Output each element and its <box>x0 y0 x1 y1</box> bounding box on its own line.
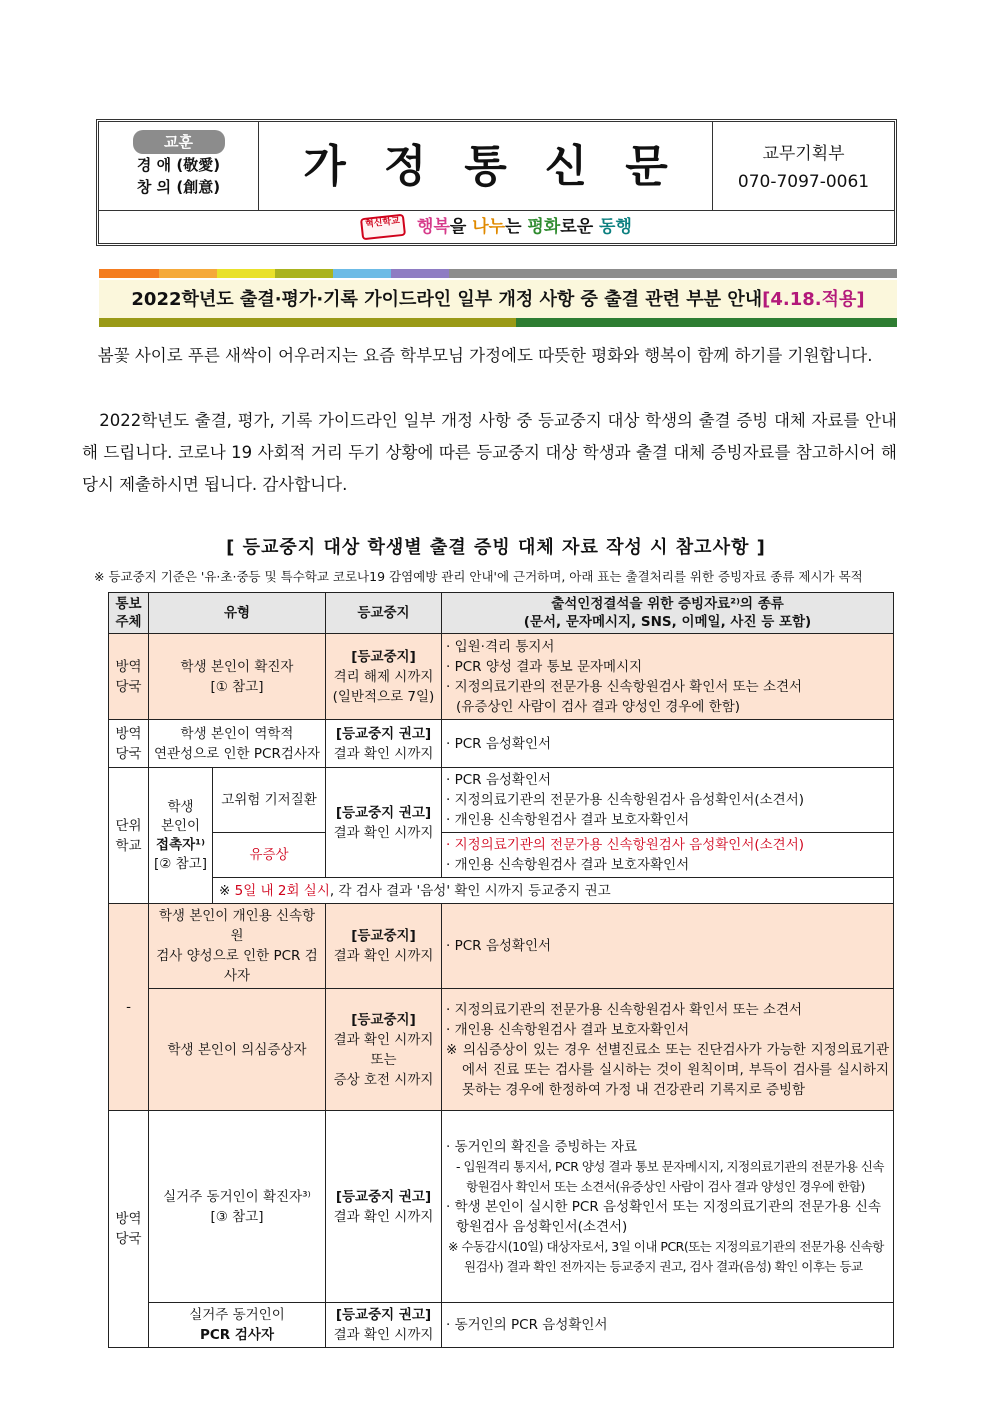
slogan-word: 동행 <box>599 217 632 237</box>
cell-agency: 방역 당국 <box>109 634 149 720</box>
header-stop: 등교중지 <box>326 593 442 634</box>
table-row <box>109 1111 894 1303</box>
table-row <box>109 904 894 989</box>
band-segment <box>159 269 217 278</box>
motto-badge: 교훈 <box>133 130 225 154</box>
intro-paragraph <box>82 340 897 372</box>
stop-line: 결과 확인 시까지 <box>333 1208 434 1225</box>
doc-item: · PCR 음성확인서 <box>446 772 552 788</box>
doc-item: · 동거인의 확진을 증빙하는 자료 <box>446 1138 637 1155</box>
band-segment <box>333 269 391 278</box>
doc-item: · PCR 양성 결과 통보 문자메시지 <box>446 658 643 675</box>
slogan-word: 행복 <box>417 217 450 237</box>
band-segment <box>275 269 333 278</box>
cell-type <box>149 904 326 989</box>
type-text: 실거주 동거인이 <box>189 1307 285 1323</box>
stop-line: 또는 <box>370 1051 397 1068</box>
stop-line: 결과 확인 시까지 <box>333 948 434 964</box>
attendance-table <box>108 592 894 1348</box>
dept-name: 교무기획부 <box>762 144 845 164</box>
table-row <box>109 833 894 878</box>
color-band-bottom <box>99 318 897 327</box>
band-segment <box>449 269 897 278</box>
doc-item: (유증상인 사람이 검사 결과 양성인 경우에 한함) <box>456 698 741 715</box>
type-text: 본인이 <box>160 817 201 834</box>
stop-title: [등교중지 권고] <box>335 725 432 742</box>
stop-line: 결과 확인 시까지 <box>333 1327 434 1343</box>
cell-docs <box>442 904 894 989</box>
footnote-highlight: 5일 내 2회 실시 <box>234 882 330 899</box>
type-text: 학생 <box>167 798 194 815</box>
table-note: ※ 등교중지 기준은 '유·초·중등 및 특수학교 코로나19 감염예방 관리 안내'에 근거하며, 아래 표는 출결처리를 위한 증빙자료 종류 제시가 목적 <box>94 569 863 584</box>
notice-title <box>99 280 897 318</box>
cell-agency: 방역 당국 <box>109 720 149 768</box>
stop-title: [등교중지] <box>351 1011 416 1028</box>
stop-title: [등교중지] <box>351 928 416 944</box>
cell-type <box>149 634 326 720</box>
stop-line: 결과 확인 시까지 <box>333 824 434 841</box>
type-text: PCR 검사자 <box>199 1327 275 1343</box>
table-row <box>109 878 894 904</box>
doc-item: · 지정의료기관의 전문가용 신속항원검사 확인서 또는 소견서 <box>446 678 803 695</box>
cell-agency: - <box>109 904 149 1111</box>
motto-line-2: 창 의 (創意) <box>136 178 221 196</box>
cell-docs <box>442 768 894 833</box>
slogan-word: 을 <box>449 217 473 237</box>
type-text: 학생 본인이 역학적 <box>180 725 294 742</box>
cell-docs <box>442 634 894 720</box>
doc-item: · 개인용 신속항원검사 결과 보호자확인서 <box>446 1021 690 1038</box>
cell-type <box>149 1111 326 1303</box>
band-segment <box>217 269 275 278</box>
band-segment <box>99 318 516 327</box>
doc-item: · 개인용 신속항원검사 결과 보호자확인서 <box>446 857 690 873</box>
type-text: 실거주 동거인이 확진자³⁾ <box>163 1188 311 1205</box>
notice-title-main: 2022학년도 출결·평가·기록 가이드라인 일부 개정 사항 중 출결 관련 부분 안내 <box>131 289 763 310</box>
header-type: 유형 <box>149 593 326 634</box>
doc-item: · PCR 음성확인서 <box>446 735 552 752</box>
cell-docs <box>442 1303 894 1348</box>
innovation-school-logo: 혁신학교 <box>360 214 406 240</box>
table-row <box>109 768 894 833</box>
cell-type: 학생 본인이 의심증상자 <box>149 989 326 1111</box>
cell-stop <box>326 904 442 989</box>
guide-text: 2022학년도 출결, 평가, 기록 가이드라인 일부 개정 사항 중 등교중지 대상 학생의 출결 증빙 대체 자료를 안내해 드립니다. 코로나 19 사회적 거리 두기 상황에 따른 등교중지 대상 학생과 출결 대체 증빙자료를 참고하시어 해당시 제출하시면 됩니다. 감사합니다. <box>82 411 897 494</box>
slogan-word: 평화 <box>527 217 561 237</box>
doc-item: · 학생 본인이 실시한 PCR 음성확인서 또는 지정의료기관의 전문가용 신속항원검사 음성확인서(소견서) <box>446 1198 882 1235</box>
slogan <box>99 211 894 243</box>
cell-stop <box>326 720 442 768</box>
header-docs-line2: (문서, 문자메시지, SNS, 이메일, 사진 등 포함) <box>523 614 812 630</box>
doc-item: · 지정의료기관의 전문가용 신속항원검사 음성확인서(소견서) <box>446 792 805 808</box>
type-ref: [③ 참고] <box>210 1208 264 1225</box>
cell-docs <box>442 833 894 878</box>
table-row <box>109 1303 894 1348</box>
stop-title: [등교중지] <box>351 648 416 665</box>
page-title: 가정통신문 <box>259 122 713 211</box>
band-segment <box>99 269 159 278</box>
header-docs-line1: 출석인정결석을 위한 증빙자료²⁾의 종류 <box>551 596 784 612</box>
stop-title: [등교중지 권고] <box>335 1307 432 1323</box>
type-text: 학생 본인이 개인용 신속항원 <box>158 908 316 944</box>
cell-agency: 단위 학교 <box>109 768 149 904</box>
slogan-word: 나누 <box>472 217 506 237</box>
dept-phone: 070-7097-0061 <box>737 172 870 192</box>
doc-item: · 동거인의 PCR 음성확인서 <box>446 1317 608 1333</box>
cell-docs <box>442 720 894 768</box>
type-ref: [① 참고] <box>210 678 264 695</box>
stop-line: 격리 해제 시까지 <box>333 668 434 685</box>
doc-item: · 지정의료기관의 전문가용 신속항원검사 음성확인서(소견서) <box>446 837 805 853</box>
cell-agency: 방역 당국 <box>109 1111 149 1348</box>
stop-line: (일반적으로 7일) <box>332 688 435 705</box>
intro-text: 봄꽃 사이로 푸른 새싹이 어우러지는 요즘 학부모님 가정에도 따뜻한 평화와 행복이 함께 하기를 기원합니다. <box>97 346 873 365</box>
band-segment <box>516 318 897 327</box>
motto-cell <box>99 122 259 211</box>
slogan-word: 는 <box>505 217 528 237</box>
table-row <box>109 634 894 720</box>
cell-stop <box>326 768 442 878</box>
cell-stop <box>326 634 442 720</box>
table-header-row <box>109 593 894 634</box>
table-row <box>109 989 894 1111</box>
cell-type <box>149 720 326 768</box>
cell-docs <box>442 989 894 1111</box>
stop-line: 결과 확인 시까지 <box>333 745 434 762</box>
type-text: 검사 양성으로 인한 PCR 검사자 <box>156 948 318 984</box>
cell-footnote <box>213 878 894 904</box>
doc-item: · 입원·격리 통지서 <box>446 638 555 655</box>
type-text: 연관성으로 인한 PCR검사자 <box>154 745 320 762</box>
stop-title: [등교중지 권고] <box>335 804 432 821</box>
cell-type <box>149 1303 326 1348</box>
cell-stop <box>326 1111 442 1303</box>
header-box <box>96 119 897 246</box>
cell-type-main <box>149 768 213 904</box>
color-band-top <box>99 269 897 278</box>
motto-line-1: 경 애 (敬愛) <box>136 156 221 174</box>
guide-paragraph <box>82 405 897 501</box>
footnote-text: , 각 검사 결과 '음성' 확인 시까지 등교중지 권고 <box>329 882 611 899</box>
doc-note: ※ 수동감시(10일) 대상자로서, 3일 이내 PCR(또는 지정의료기관의 전문가용 신속항원검사) 결과 확인 전까지는 등교중지 권고, 검사 결과(음성) 확인 이후는 등교 <box>448 1238 884 1274</box>
stop-title: [등교중지 권고] <box>335 1188 432 1205</box>
cell-subtype: 유증상 <box>213 833 326 878</box>
stop-line: 증상 호전 시까지 <box>333 1071 434 1088</box>
header-docs <box>442 593 894 634</box>
cell-stop <box>326 989 442 1111</box>
doc-sub-item: - 입원격리 통지서, PCR 양성 결과 통보 문자메시지, 지정의료기관의 전문가용 신속항원검사 확인서 또는 소견서(유증상인 사람이 검사 결과 양성인 경우에 한함) <box>456 1158 884 1194</box>
doc-item: · 지정의료기관의 전문가용 신속항원검사 확인서 또는 소견서 <box>446 1001 803 1018</box>
doc-item: · PCR 음성확인서 <box>446 938 552 954</box>
band-segment <box>391 269 449 278</box>
table-title: [ 등교중지 대상 학생별 출결 증빙 대체 자료 작성 시 참고사항 ] <box>226 537 766 558</box>
cell-subtype: 고위험 기저질환 <box>213 768 326 833</box>
notice-title-highlight: [4.18.적용] <box>762 289 865 310</box>
doc-note: ※ 의심증상이 있는 경우 선별진료소 또는 진단검사가 가능한 지정의료기관에서 진료 또는 검사를 실시하는 것이 원칙이며, 부득이 검사를 실시하지 못하는 경우에 한정하여 가정 내 건강관리 기록지로 증빙함 <box>446 1041 889 1098</box>
type-ref: [② 참고] <box>153 855 207 872</box>
footnote-mark: ※ <box>219 882 235 899</box>
stop-line: 결과 확인 시까지 <box>333 1031 434 1048</box>
cell-stop <box>326 1303 442 1348</box>
table-row <box>109 720 894 768</box>
type-text: 접촉자¹⁾ <box>156 836 205 853</box>
type-text: 학생 본인이 확진자 <box>180 658 294 675</box>
cell-docs <box>442 1111 894 1303</box>
doc-item: · 개인용 신속항원검사 결과 보호자확인서 <box>446 812 690 828</box>
dept-cell <box>713 122 894 211</box>
slogan-word: 로운 <box>560 217 600 237</box>
header-agency: 통보 주체 <box>109 593 149 634</box>
